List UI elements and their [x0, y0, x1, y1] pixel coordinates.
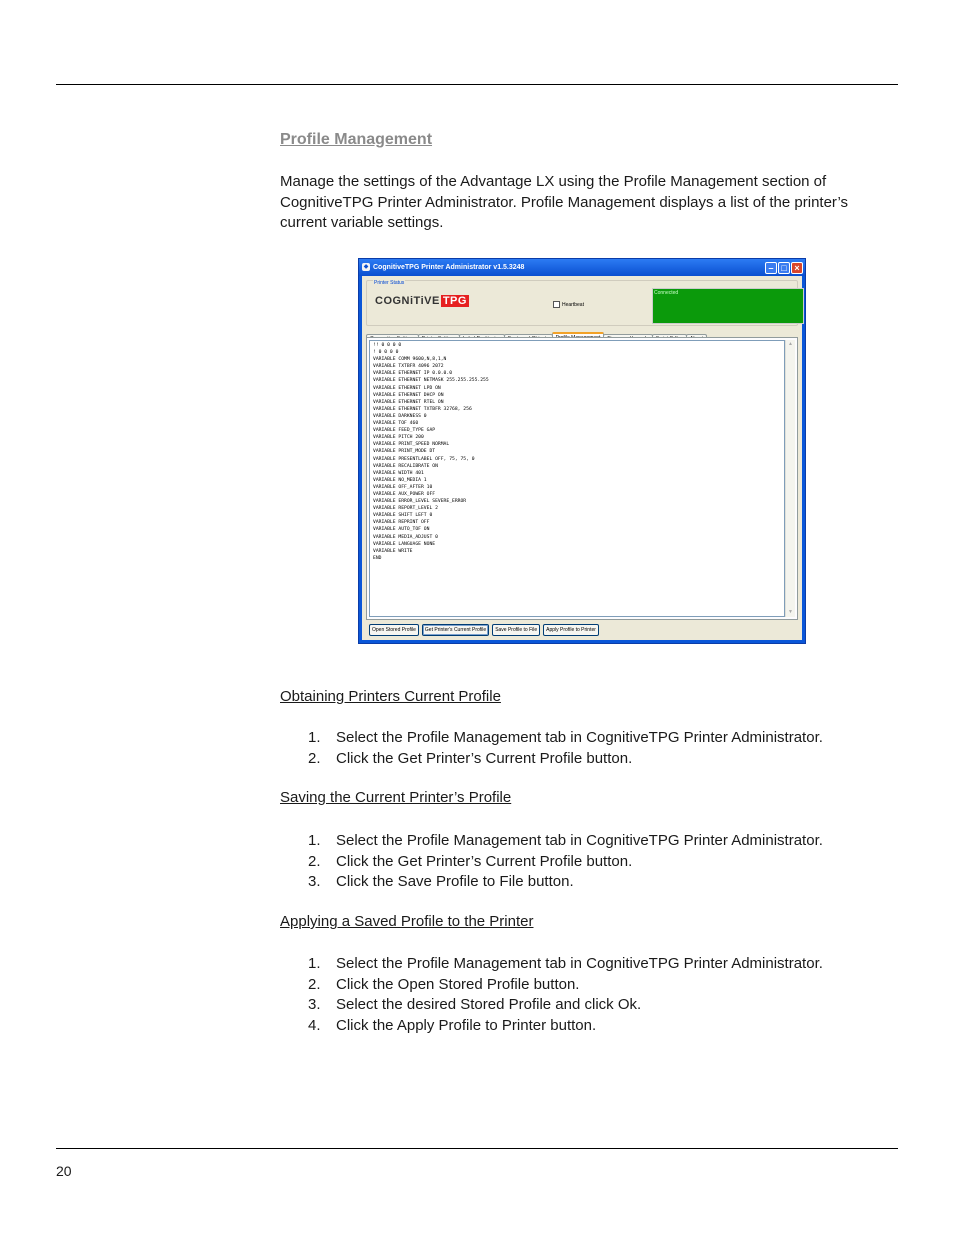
- close-icon[interactable]: ×: [791, 262, 803, 274]
- profile-line: VARIABLE ETHERNET LPD ON: [373, 385, 441, 391]
- footer-rule: [56, 1148, 898, 1149]
- list-item: 2. Click the Get Printer’s Current Profile button.: [308, 749, 633, 767]
- profile-line: VARIABLE ETHERNET DHCP ON: [373, 392, 444, 398]
- window-client: [362, 276, 802, 640]
- profile-line: VARIABLE LANGUAGE NONE: [373, 541, 436, 547]
- profile-line: VARIABLE PITCH 200: [373, 435, 424, 441]
- profile-line: VARIABLE FEED_TYPE GAP: [373, 428, 436, 434]
- list-item: 1. Select the Profile Management tab in CognitiveTPG Printer Administrator.: [308, 955, 823, 972]
- heartbeat-checkbox[interactable]: [553, 301, 584, 308]
- profile-line: VARIABLE AUTO_TOF ON: [373, 527, 430, 533]
- profile-line: VARIABLE AUX_POWER OFF: [373, 491, 436, 497]
- cognitive-logo: [375, 295, 469, 307]
- list-item: 3. Click the Save Profile to File button.: [308, 873, 574, 891]
- profile-textarea[interactable]: [369, 340, 785, 617]
- profile-line: VARIABLE NO_MEDIA 1: [373, 477, 427, 483]
- profile-management-panel: [366, 337, 798, 620]
- profile-button-row: [369, 618, 602, 636]
- profile-line: VARIABLE MEDIA_ADJUST 0: [373, 534, 438, 540]
- profile-line: END: [373, 555, 382, 561]
- list-item: 1. Select the Profile Management tab in CognitiveTPG Printer Administrator.: [308, 729, 823, 746]
- profile-line: VARIABLE ERROR_LEVEL SEVERE_ERROR: [373, 499, 467, 505]
- scroll-down-icon[interactable]: ▼: [788, 609, 793, 615]
- app-icon: ◆: [363, 264, 369, 270]
- profile-line: ! 0 0 0 0: [373, 350, 399, 356]
- profile-line: VARIABLE DARKNESS 0: [373, 413, 427, 419]
- profile-line: VARIABLE WRITE: [373, 548, 413, 554]
- maximize-icon[interactable]: □: [778, 262, 790, 274]
- vertical-scrollbar[interactable]: [785, 340, 795, 617]
- list-item: 3. Select the desired Stored Profile and click Ok.: [308, 996, 642, 1014]
- profile-line: VARIABLE PRESENTLABEL OFF, 75, 75, 0: [373, 456, 475, 462]
- profile-line: VARIABLE PRINT_MODE DT: [373, 449, 436, 455]
- profile-line: VARIABLE SHIFT LEFT 0: [373, 513, 433, 519]
- apply-profile-button[interactable]: Apply Profile to Printer: [543, 624, 599, 636]
- list-item: 4. Click the Apply Profile to Printer button.: [308, 1016, 597, 1034]
- printer-status-label: Printer Status: [374, 280, 405, 286]
- profile-line: VARIABLE TOF 460: [373, 421, 419, 427]
- checkbox-icon[interactable]: [553, 301, 560, 308]
- section-title: Profile Management: [280, 131, 433, 148]
- profile-line: !! 0 0 0 0: [373, 343, 402, 348]
- list-item: 1. Select the Profile Management tab in CognitiveTPG Printer Administrator.: [308, 832, 823, 849]
- tab-strip: [366, 326, 798, 336]
- header-rule: [56, 84, 898, 85]
- app-window-screenshot: [358, 258, 806, 644]
- profile-line: VARIABLE ETHERNET IP 0.0.0.0: [373, 371, 453, 377]
- profile-line: VARIABLE COMM 9600,N,8,1,N: [373, 357, 447, 363]
- open-stored-profile-button[interactable]: Open Stored Profile: [369, 624, 419, 636]
- profile-line: VARIABLE ETHERNET NETMASK 255.255.255.255: [373, 378, 489, 384]
- steps-obtaining: [280, 728, 823, 769]
- logo-text: COGNiTiVE: [375, 295, 440, 307]
- scroll-up-icon[interactable]: ▲: [788, 341, 793, 347]
- save-profile-button[interactable]: Save Profile to File: [492, 624, 540, 636]
- list-item: 2. Click the Get Printer’s Current Profile button.: [308, 852, 633, 870]
- heartbeat-label: Heartbeat: [562, 301, 584, 308]
- steps-saving: [280, 831, 823, 893]
- minimize-icon[interactable]: –: [765, 262, 777, 274]
- profile-line: VARIABLE REPORT_LEVEL 2: [373, 506, 438, 512]
- window-title: CognitiveTPG Printer Administrator v1.5.3248: [373, 264, 525, 271]
- page-number: 20: [56, 1163, 72, 1179]
- subheading-obtaining: Obtaining Printers Current Profile: [280, 688, 501, 705]
- intro-paragraph: Manage the settings of the Advantage LX using the Profile Management section of CognitiveTPG Printer Administrator. Profile Management displays a list of the printer’s current variable settings.: [280, 173, 849, 231]
- profile-line: VARIABLE REPRINT OFF: [373, 520, 430, 526]
- profile-line: VARIABLE OFF_AFTER 10: [373, 484, 433, 490]
- profile-line: VARIABLE WIDTH 401: [373, 470, 424, 476]
- window-titlebar: [359, 259, 805, 276]
- list-item: 2. Click the Open Stored Profile button.: [308, 975, 580, 993]
- profile-line: VARIABLE PRINT_SPEED NORMAL: [373, 442, 450, 448]
- profile-line: VARIABLE ETHERNET RTEL ON: [373, 399, 444, 405]
- logo-accent: TPG: [442, 295, 467, 307]
- profile-line: VARIABLE ETHERNET TXTBFR 32768, 256: [373, 406, 472, 412]
- connection-status-panel: [652, 288, 804, 324]
- subheading-saving: Saving the Current Printer’s Profile: [280, 789, 512, 806]
- connected-label: Connected: [654, 290, 679, 296]
- steps-applying: [280, 954, 823, 1036]
- subheading-applying: Applying a Saved Profile to the Printer: [280, 913, 534, 930]
- profile-line: VARIABLE RECALIBRATE ON: [373, 463, 438, 469]
- profile-line: VARIABLE TXTBFR 4096 2072: [373, 364, 444, 370]
- printer-status-group: [366, 280, 798, 326]
- get-current-profile-button[interactable]: Get Printer's Current Profile: [422, 624, 489, 636]
